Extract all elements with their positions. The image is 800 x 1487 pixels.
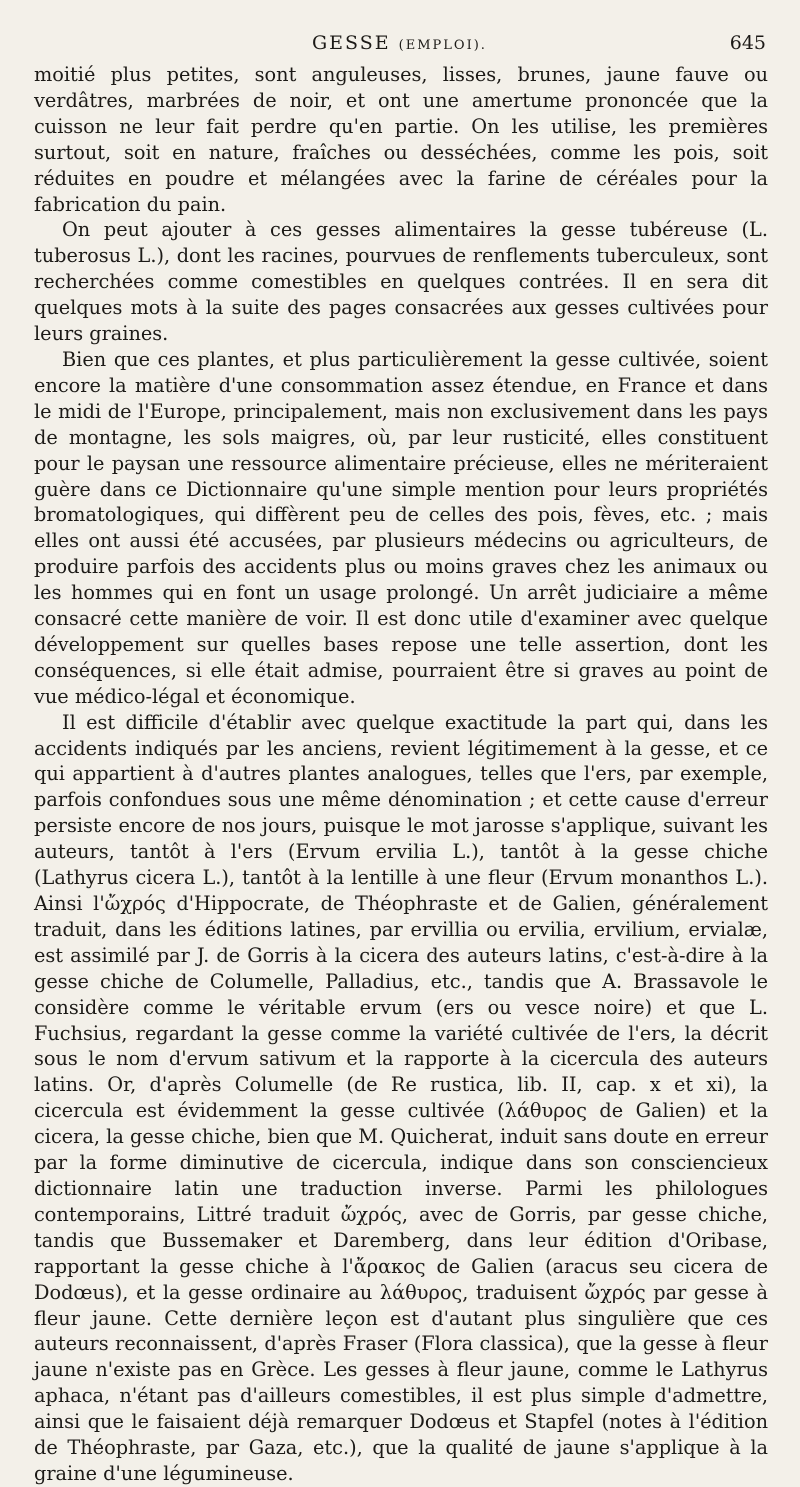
body-text bbox=[34, 62, 768, 1487]
paragraph-3: Bien que ces plantes, et plus particulièrement la gesse cultivée, soient encore la matière d'une consommation assez étendue, en France et dans le midi de l'Europe, principalement, mais non exclusivement dans les pays de montagne, les sols maigres, où, par leur rusticité, elles constituent pour le paysan une ressource alimentaire précieuse, elles ne mériteraient guère dans ce Dictionnaire qu'une simple mention pour leurs propriétés bromatologiques, qui diffèrent peu de celles des pois, fèves, etc. ; mais elles ont aussi été accusées, par plusieurs médecins ou agriculteurs, de produire parfois des accidents plus ou moins graves chez les animaux ou les hommes qui en font un usage prolongé. Un arrêt judiciaire a même consacré cette manière de voir. Il est donc utile d'examiner avec quelque développement sur quelles bases repose une telle assertion, dont les conséquences, si elle était admise, pourraient être si graves au point de vue médico-légal et économique. bbox=[34, 347, 768, 708]
paragraph-1: moitié plus petites, sont anguleuses, lisses, brunes, jaune fauve ou verdâtres, marbrées de noir, et ont une amertume prononcée que la cuisson ne leur fait perdre qu'en partie. On les utilise, les premières surtout, soit en nature, fraîches ou desséchées, comme les pois, soit réduites en poudre et mélangées avec la farine de céréales pour la fabrication du pain. bbox=[34, 63, 768, 216]
paragraph-4: Il est difficile d'établir avec quelque exactitude la part qui, dans les accidents indiqués par les anciens, revient légitimement à la gesse, et ce qui appartient à d'autres plantes analogues, telles que l'ers, par exemple, parfois confondues sous une même dénomination ; et cette cause d'erreur persiste encore de nos jours, puisque le mot jarosse s'applique, suivant les auteurs, tantôt à l'ers (Ervum ervilia L.), tantôt à la gesse chiche (Lathyrus cicera L.), tantôt à la lentille à une fleur (Ervum monanthos L.). Ainsi l'ὤχρός d'Hippocrate, de Théophraste et de Galien, généralement traduit, dans les éditions latines, par ervillia ou ervilia, ervilium, ervialæ, est assimilé par J. de Gorris à la cicera des auteurs latins, c'est-à-dire à la gesse chiche de Columelle, Palladius, etc., tandis que A. Brassavole le considère comme le véritable ervum (ers ou vesce noire) et que L. Fuchsius, regardant la gesse comme la variété cultivée de l'ers, la décrit sous le nom d'ervum sativum et la rapporte à la cicercula des auteurs latins. Or, d'après Columelle (de Re rustica, lib. II, cap. x et xi), la cicercula est évidemment la gesse cultivée (λάθυρος de Galien) et la cicera, la gesse chiche, bien que M. Quicherat, induit sans doute en erreur par la forme diminutive de cicercula, indique dans son consciencieux dictionnaire latin une traduction inverse. Parmi les philologues contemporains, Littré traduit ὤχρός, avec de Gorris, par gesse chiche, tandis que Bussemaker et Daremberg, dans leur édition d'Oribase, rapportant la gesse chiche à l'ἄρακος de Galien (aracus seu cicera de Dodœus), et la gesse ordinaire au λάθυρος, traduisent ὤχρός par gesse à fleur jaune. Cette dernière leçon est d'autant plus singulière que ces auteurs reconnaissent, d'après Fraser (Flora classica), que la gesse à fleur jaune n'existe pas en Grèce. Les gesses à fleur jaune, comme le Lathyrus aphaca, n'étant pas d'ailleurs comestibles, il est plus simple d'admettre, ainsi que le faisaient déjà remarquer Dodœus et Stapfel (notes à l'édition de Théophraste, par Gaza, etc.), que la qualité de jaune s'applique à la graine d'une légumineuse. bbox=[34, 710, 768, 1485]
page-number: 645 bbox=[729, 32, 766, 54]
paragraph-2: On peut ajouter à ces gesses alimentaires la gesse tubéreuse (L. tuberosus L.), dont les racines, pourvues de renflements tuberculeux, sont recherchées comme comestibles en quelques contrées. Il en sera dit quelques mots à la suite des pages consacrées aux gesses cultivées pour leurs graines. bbox=[34, 218, 768, 346]
running-header bbox=[34, 30, 768, 62]
header-subtitle: (EMPLOI). bbox=[398, 38, 487, 53]
header-title: GESSE bbox=[312, 32, 391, 54]
running-title bbox=[312, 32, 487, 54]
